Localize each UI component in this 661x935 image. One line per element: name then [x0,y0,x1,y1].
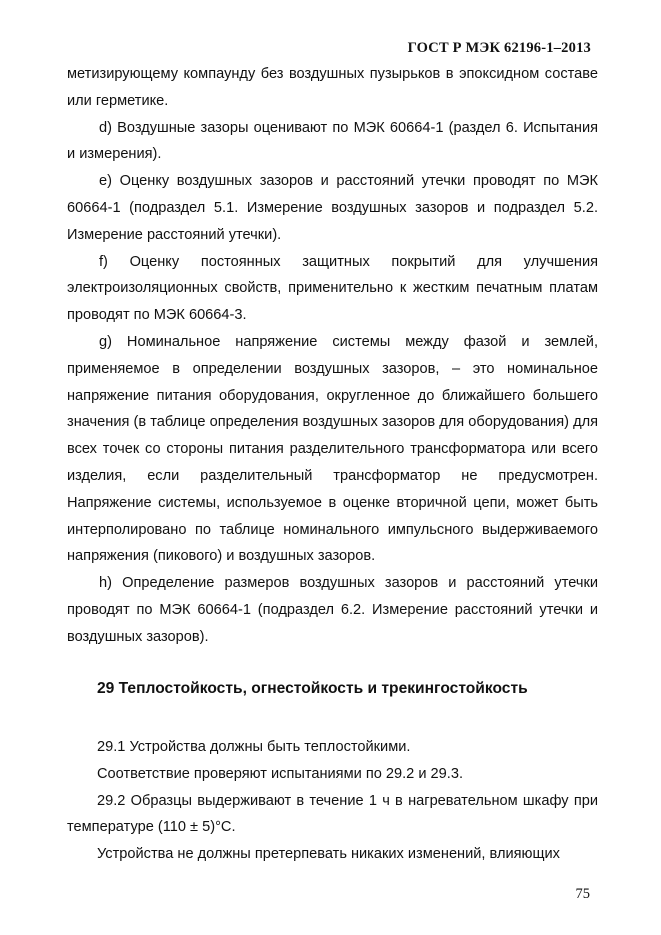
document-header: ГОСТ Р МЭК 62196-1–2013 [407,40,591,56]
paragraph-29-1: 29.1 Устройства должны быть теплостойкими. [97,739,411,755]
paragraph-item-e: e) Оценку воздушных зазоров и расстояний утечки проводят по МЭК 60664-1 (подраздел 5.1. Измерение воздушных зазоров и подраздел 5.2. Измерение расстояний утечки). [67,173,598,243]
paragraph-item-h: h) Определение размеров воздушных зазоров и расстояний утечки проводят по МЭК 60664-1 (подраздел 6.2. Измерение расстояний утечки и воздушных зазоров). [67,575,598,645]
section-heading: 29 Теплостойкость, огнестойкость и трекингостойкость [97,680,528,697]
document-body [67,61,598,651]
paragraph-compliance: Соответствие проверяют испытаниями по 29.2 и 29.3. [97,765,464,782]
paragraph-29-2: 29.2 Образцы выдерживают в течение 1 ч в нагревательном шкафу при температуре (110 ± 5)°С. [67,792,598,836]
paragraph-item-f: f) Оценку постоянных защитных покрытий для улучшения электроизоляционных свойств, применительно к жестким печатным платам проводят по МЭК 60664-3. [67,253,598,324]
paragraph-item-d: d) Воздушные зазоры оценивают по МЭК 60664-1 (раздел 6. Испытания и измерения). [67,119,598,163]
paragraph-item-g: g) Номинальное напряжение системы между фазой и землей, применяемое в определении воздушных зазоров, – это номинальное напряжение питания оборудования, округленное до ближайшего большего значения (в таблице определения воздушных зазоров для оборудования) для всех точек со стороны питания разделительного трансформатора или всего изделия, если разделительный трансформатор не предусмотрен. Напряжение системы, используемое в оценке вторичной цепи, может быть интерполировано по таблице номинального импульсного выдерживаемого напряжения (пикового) и воздушных зазоров. [67,333,598,565]
paragraph-requirement: Устройства не должны претерпевать никаких изменений, влияющих [97,846,560,863]
page-number: 75 [575,886,590,902]
paragraph-continuation: метизирующему компаунду без воздушных пузырьков в эпоксидном составе или герметике. [67,66,598,109]
section-body [67,734,598,868]
